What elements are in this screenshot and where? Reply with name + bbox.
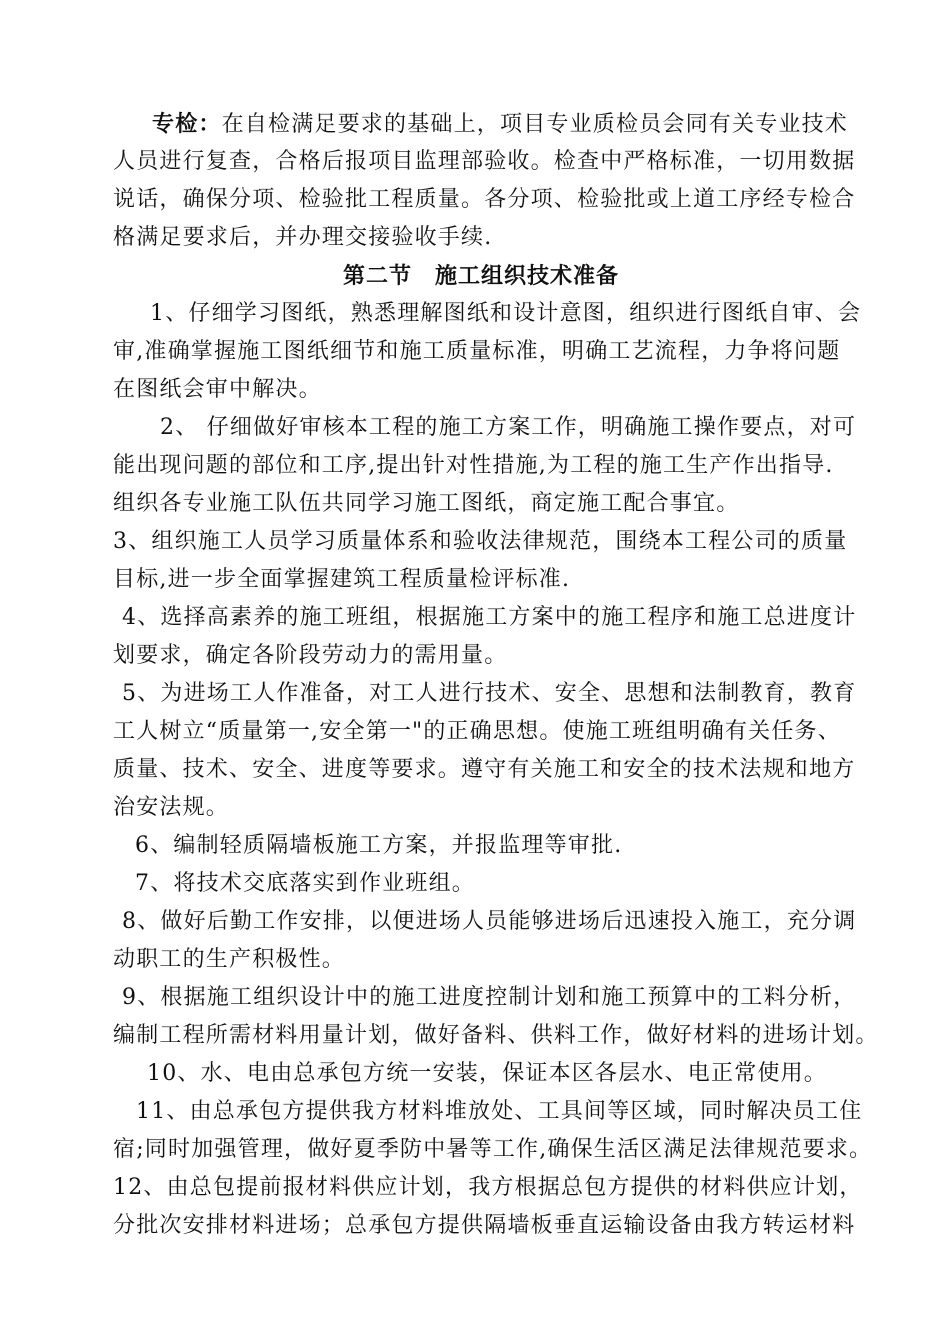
item-2-line-2: 能出现问题的部位和工序,提出针对性措施,为工程的施工生产作出指导.	[113, 453, 834, 478]
item-9-line-1: 9、根据施工组织设计中的施工进度控制计划和施工预算中的工料分析，	[122, 985, 857, 1010]
item-3-line-1: 3、组织施工人员学习质量体系和验收法律规范，围绕本工程公司的质量	[113, 529, 848, 554]
paragraph-zhuanjian-line-2: 人员进行复查，合格后报项目监理部验收。检查中严格标准，一切用数据	[113, 149, 856, 174]
lead-label: 专检：	[152, 111, 222, 137]
item-5-line-3: 质量、技术、安全、进度等要求。遵守有关施工和安全的技术法规和地方	[113, 757, 856, 782]
item-1-line-1: 1、仔细学习图纸，熟悉理解图纸和设计意图，组织进行图纸自审、会	[150, 301, 862, 326]
item-8-line-2: 动职工的生产积极性。	[113, 947, 346, 972]
item-4-line-1: 4、选择高素养的施工班组，根据施工方案中的施工程序和施工总进度计	[122, 605, 857, 630]
item-11-line-1: 11、由总承包方提供我方材料堆放处、工具间等区域，同时解决员工住	[136, 1099, 863, 1124]
paragraph-zhuanjian-line-3: 说话，确保分项、检验批工程质量。各分项、检验批或上道工序经专检合	[113, 187, 856, 212]
item-5-line-4: 治安法规。	[113, 795, 230, 820]
item-10-line-1: 10、水、电由总承包方统一安装，保证本区各层水、电正常使用。	[147, 1061, 827, 1086]
item-7-line-1: 7、将技术交底落实到作业班组。	[135, 871, 475, 896]
item-12-line-1: 12、由总包提前报材料供应计划，我方根据总包方提供的材料供应计划，	[113, 1175, 863, 1200]
item-4-line-2: 划要求，确定各阶段劳动力的需用量。	[113, 643, 508, 668]
section-heading: 第二节 施工组织技术准备	[343, 263, 620, 289]
item-8-line-1: 8、做好后勤工作安排，以便进场人员能够进场后迅速投入施工，充分调	[122, 909, 857, 934]
item-5-line-2: 工人树立“质量第一,安全第一"的正确思想。使施工班组明确有关任务、	[113, 719, 841, 744]
text-span: 在自检满足要求的基础上，项目专业质检员会同有关专业技术	[221, 112, 849, 137]
item-12-line-2: 分批次安排材料进场；总承包方提供隔墙板垂直运输设备由我方转运材料	[113, 1213, 856, 1238]
paragraph-zhuanjian-line-1	[152, 109, 848, 140]
item-2-line-3: 组织各专业施工队伍共同学习施工图纸，商定施工配合事宜。	[113, 491, 740, 516]
item-5-line-1: 5、为进场工人作准备，对工人进行技术、安全、思想和法制教育，教育	[122, 681, 857, 706]
item-2-line-1: 2、 仔细做好审核本工程的施工方案工作，明确施工操作要点，对可	[160, 415, 857, 440]
item-9-line-2: 编制工程所需材料用量计划，做好备料、供料工作，做好材料的进场计划。	[113, 1023, 879, 1048]
item-11-line-2: 宿;同时加强管理，做好夏季防中暑等工作,确保生活区满足法律规范要求。	[113, 1137, 873, 1162]
item-1-line-2: 审,准确掌握施工图纸细节和施工质量标准，明确工艺流程，力争将问题	[113, 339, 841, 364]
item-6-line-1: 6、编制轻质隔墙板施工方案，并报监理等审批.	[135, 833, 623, 858]
item-3-line-2: 目标,进一步全面掌握建筑工程质量检评标准.	[113, 567, 571, 592]
item-1-line-3: 在图纸会审中解决。	[113, 377, 322, 402]
paragraph-zhuanjian-line-4: 格满足要求后，并办理交接验收手续.	[113, 225, 493, 250]
